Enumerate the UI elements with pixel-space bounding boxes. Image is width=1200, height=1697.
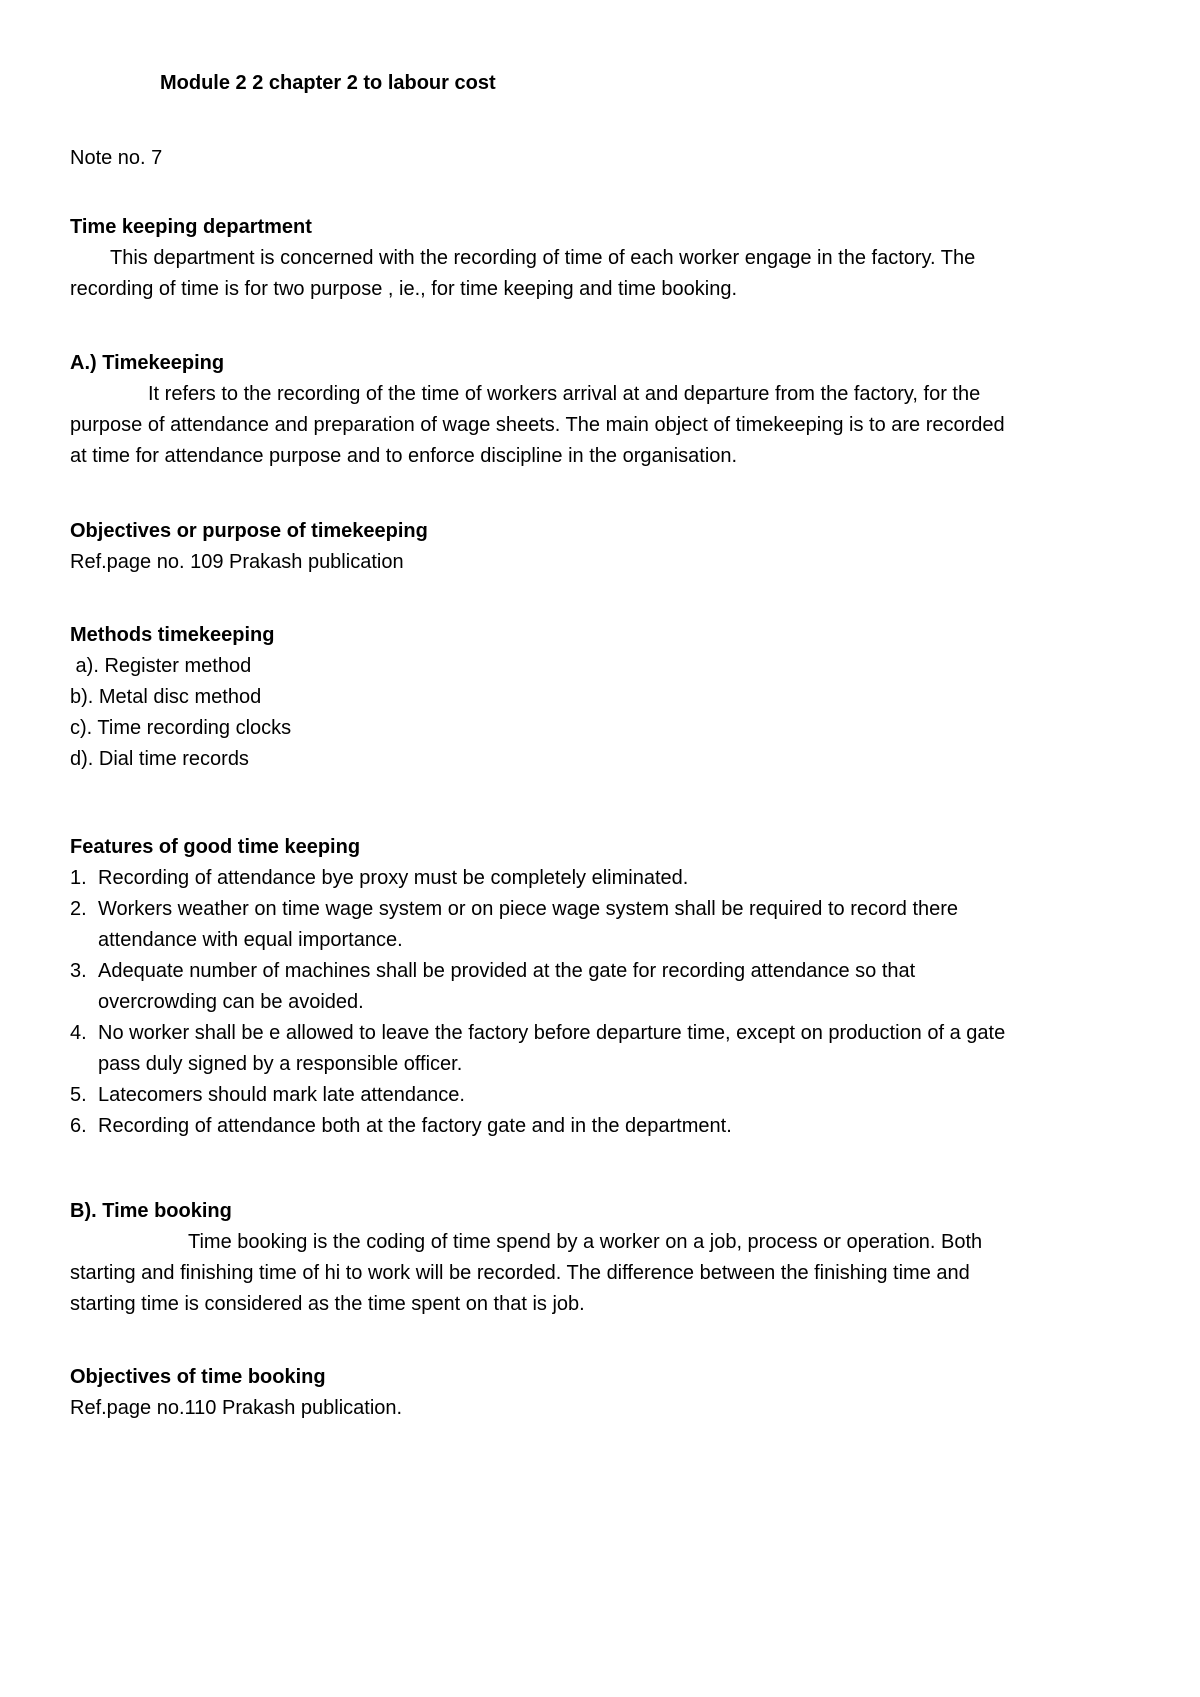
section-time-keeping-department xyxy=(70,212,1140,305)
section-heading: Time keeping department xyxy=(70,216,312,238)
section-features-good-time-keeping xyxy=(70,832,1140,1142)
section-objectives-time-booking xyxy=(70,1362,1140,1424)
paragraph-line: recording of time is for two purpose , ie., for time keeping and time booking. xyxy=(70,278,738,300)
list-item: d). Dial time records xyxy=(70,748,249,770)
section-heading: Objectives or purpose of timekeeping xyxy=(70,520,428,542)
list-item: 5. Latecomers should mark late attendance. xyxy=(70,1084,465,1106)
paragraph-line: at time for attendance purpose and to enforce discipline in the organisation. xyxy=(70,445,738,467)
section-heading: Objectives of time booking xyxy=(70,1366,326,1388)
section-heading: A.) Timekeeping xyxy=(70,352,225,374)
paragraph-line: starting time is considered as the time spent on that is job. xyxy=(70,1293,585,1315)
section-timekeeping xyxy=(70,348,1140,472)
paragraph-line: It refers to the recording of the time of workers arrival at and departure from the factory, for the xyxy=(148,383,981,405)
list-item: c). Time recording clocks xyxy=(70,717,292,739)
paragraph-line: purpose of attendance and preparation of wage sheets. The main object of timekeeping is to are recorded xyxy=(70,414,1005,436)
reference-text: Ref.page no. 109 Prakash publication xyxy=(70,551,404,573)
list-item: a). Register method xyxy=(70,655,252,677)
section-methods-timekeeping xyxy=(70,620,1140,775)
section-objectives-timekeeping xyxy=(70,516,1140,578)
list-item: 1. Recording of attendance bye proxy must be completely eliminated. xyxy=(70,867,689,889)
list-item: 6. Recording of attendance both at the factory gate and in the department. xyxy=(70,1115,732,1137)
paragraph-line: Time booking is the coding of time spend by a worker on a job, process or operation. Both xyxy=(188,1231,983,1253)
list-item: 2. Workers weather on time wage system or on piece wage system shall be required to record there attendance with equal importance. xyxy=(70,898,959,951)
list-item: 3. Adequate number of machines shall be provided at the gate for recording attendance so that overcrowding can be avoided. xyxy=(70,960,916,1013)
section-heading: Features of good time keeping xyxy=(70,836,361,858)
section-heading: B). Time booking xyxy=(70,1200,232,1222)
section-time-booking xyxy=(70,1196,1140,1320)
reference-text: Ref.page no.110 Prakash publication. xyxy=(70,1397,403,1419)
list-item: b). Metal disc method xyxy=(70,686,262,708)
paragraph-line: This department is concerned with the recording of time of each worker engage in the factory. The xyxy=(110,247,976,269)
note-number: Note no. 7 xyxy=(70,147,163,169)
list-item: 4. No worker shall be e allowed to leave the factory before departure time, except on production of a gate pass duly signed by a responsible officer. xyxy=(70,1022,1006,1075)
paragraph-line: starting and finishing time of hi to work will be recorded. The difference between the finishing time and xyxy=(70,1262,970,1284)
document-title: Module 2 2 chapter 2 to labour cost xyxy=(160,72,496,94)
section-heading: Methods timekeeping xyxy=(70,624,275,646)
